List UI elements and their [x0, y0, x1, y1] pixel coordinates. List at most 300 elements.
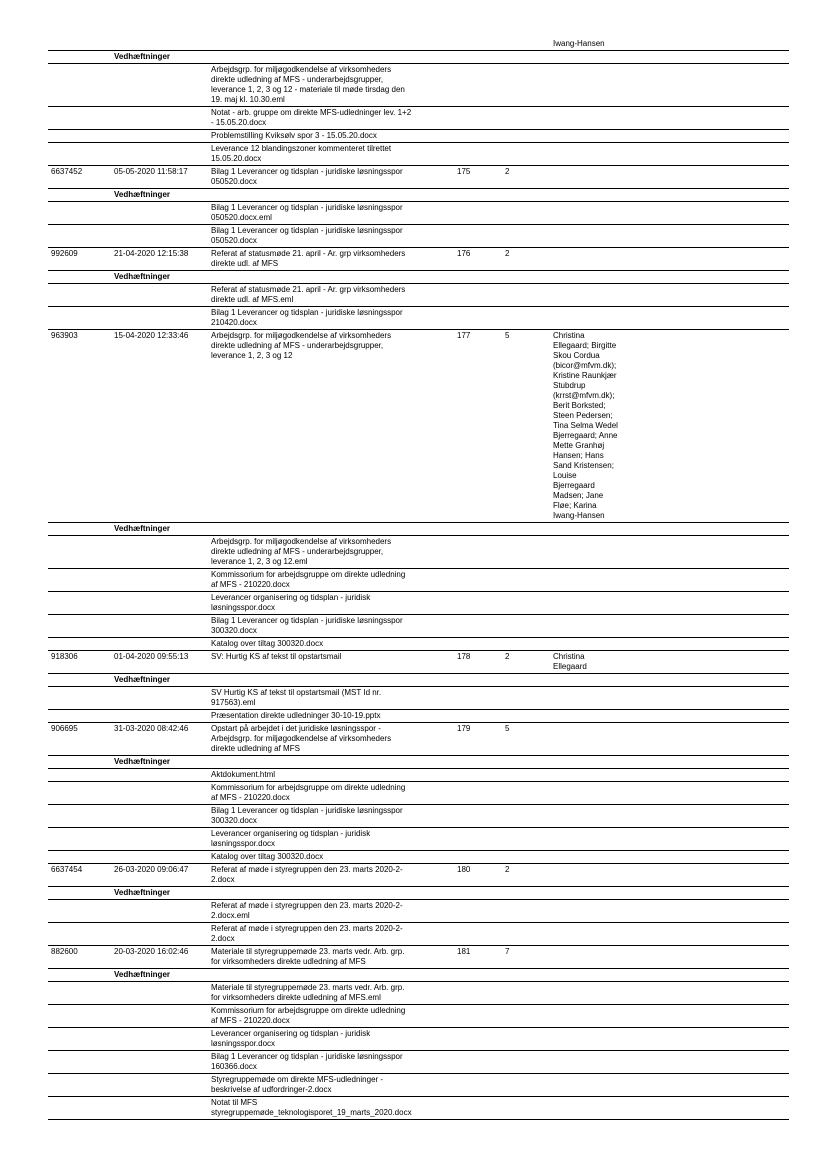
empty-cell — [454, 569, 502, 591]
empty-cell — [550, 107, 789, 129]
empty-cell — [502, 674, 550, 686]
empty-cell — [106, 1051, 208, 1073]
empty-cell — [208, 523, 454, 535]
empty-cell — [550, 130, 789, 142]
empty-cell — [48, 969, 106, 981]
document-row — [48, 38, 789, 51]
empty-cell — [208, 887, 454, 899]
empty-cell — [550, 569, 789, 591]
empty-cell — [106, 638, 208, 650]
document-row — [48, 864, 789, 887]
empty-cell — [550, 674, 789, 686]
empty-cell — [106, 805, 208, 827]
empty-cell — [454, 1005, 502, 1027]
empty-cell — [550, 828, 789, 850]
empty-cell — [454, 828, 502, 850]
empty-cell — [454, 638, 502, 650]
empty-cell — [550, 202, 789, 224]
empty-cell — [106, 900, 208, 922]
empty-cell — [48, 1005, 106, 1027]
empty-cell — [550, 982, 789, 1004]
recipients — [550, 946, 789, 968]
empty-cell — [106, 769, 208, 781]
empty-cell — [48, 828, 106, 850]
attachment-row — [48, 710, 789, 723]
empty-cell — [502, 851, 550, 863]
attachment-name: Leverancer organisering og tidsplan - juridisk løsningsspor.docx — [211, 1029, 371, 1048]
recipients — [550, 864, 789, 886]
empty-cell — [454, 202, 502, 224]
attachments-heading: Vedhæftninger — [114, 757, 171, 766]
empty-cell — [48, 638, 106, 650]
attachment-row — [48, 769, 789, 782]
empty-cell — [502, 982, 550, 1004]
document-id: 992609 — [51, 249, 78, 258]
document-table — [48, 38, 789, 1120]
empty-cell — [550, 1028, 789, 1050]
empty-cell — [208, 674, 454, 686]
empty-cell — [454, 64, 502, 106]
attachments-heading: Vedhæftninger — [114, 970, 171, 979]
empty-cell — [550, 523, 789, 535]
attachments-header-row — [48, 523, 789, 536]
empty-cell — [48, 64, 106, 106]
empty-cell — [454, 1028, 502, 1050]
empty-cell — [106, 1005, 208, 1027]
attachment-row — [48, 284, 789, 307]
empty-cell — [48, 523, 106, 535]
attachment-name: Katalog over tiltag 300320.docx — [211, 852, 324, 861]
recipients — [550, 723, 789, 755]
empty-cell — [48, 271, 106, 283]
empty-cell — [454, 284, 502, 306]
document-title: Arbejdsgrp. for miljøgodkendelse af virksomheders direkte udledning af MFS - underarbejdsgrupper, leverance 1, 2, 3 og 12 — [211, 331, 392, 360]
attachment-name: Katalog over tiltag 300320.docx — [211, 639, 324, 648]
empty-cell — [502, 805, 550, 827]
attachment-row — [48, 1028, 789, 1051]
empty-cell — [48, 769, 106, 781]
attachment-name: Notat til MFS styregruppemøde_teknologisporet_19_marts_2020.docx — [211, 1098, 412, 1117]
empty-cell — [502, 225, 550, 247]
recipients: Iwang-Hansen — [553, 39, 605, 48]
empty-cell — [454, 615, 502, 637]
document-title: Referat af møde i styregruppen den 23. marts 2020-2- 2.docx — [211, 865, 403, 884]
empty-cell — [502, 307, 550, 329]
empty-cell — [502, 271, 550, 283]
attachment-row — [48, 638, 789, 651]
empty-cell — [454, 887, 502, 899]
empty-cell — [106, 828, 208, 850]
attachment-name: Bilag 1 Leverancer og tidsplan - juridiske løsningsspor 050520.docx.eml — [211, 203, 403, 222]
empty-cell — [48, 982, 106, 1004]
attachment-name: Referat af statusmøde 21. april - Ar. grp virksomheders direkte udl. af MFS.eml — [211, 285, 406, 304]
empty-cell — [502, 143, 550, 165]
document-title: Referat af statusmøde 21. april - Ar. grp virksomheders direkte udl. af MFS — [211, 249, 406, 268]
attachment-row — [48, 900, 789, 923]
document-number: 179 — [457, 724, 471, 733]
attachment-row — [48, 307, 789, 330]
document-title: Opstart på arbejdet i det juridiske løsningsspor - Arbejdsgrp. for miljøgodkendelse af virksomheders direkte udledning af MFS — [211, 724, 392, 753]
empty-cell — [106, 569, 208, 591]
empty-cell — [502, 523, 550, 535]
empty-cell — [454, 782, 502, 804]
empty-cell — [106, 130, 208, 142]
document-row — [48, 723, 789, 756]
empty-cell — [502, 64, 550, 106]
attachment-count: 2 — [505, 652, 510, 661]
empty-cell — [502, 1074, 550, 1096]
empty-cell — [550, 756, 789, 768]
empty-cell — [106, 536, 208, 568]
attachments-heading: Vedhæftninger — [114, 675, 171, 684]
attachments-heading: Vedhæftninger — [114, 52, 171, 61]
empty-cell — [48, 107, 106, 129]
empty-cell — [106, 687, 208, 709]
empty-cell — [502, 900, 550, 922]
document-number: 178 — [457, 652, 471, 661]
recipients: Christina Ellegaard — [553, 652, 587, 671]
empty-cell — [454, 900, 502, 922]
document-date: 01-04-2020 09:55:13 — [114, 652, 189, 661]
attachment-row — [48, 828, 789, 851]
empty-cell — [550, 225, 789, 247]
attachment-name: Styregruppemøde om direkte MFS-udledninger - beskrivelse af udfordringer-2.docx — [211, 1075, 384, 1094]
empty-cell — [106, 782, 208, 804]
attachment-row — [48, 1097, 789, 1120]
document-number: 176 — [457, 249, 471, 258]
empty-cell — [454, 687, 502, 709]
attachment-name: Arbejdsgrp. for miljøgodkendelse af virksomheders direkte udledning af MFS - underarbejdsgrupper, leverance 1, 2, 3 og 12.eml — [211, 537, 392, 566]
attachment-count: 5 — [505, 331, 510, 340]
empty-cell — [48, 307, 106, 329]
empty-cell — [502, 1097, 550, 1119]
empty-cell — [106, 1097, 208, 1119]
attachment-name: Præsentation direkte udledninger 30-10-19.pptx — [211, 711, 381, 720]
empty-cell — [106, 284, 208, 306]
empty-cell — [48, 1097, 106, 1119]
attachments-heading: Vedhæftninger — [114, 524, 171, 533]
empty-cell — [502, 887, 550, 899]
attachment-row — [48, 1005, 789, 1028]
empty-cell — [502, 1005, 550, 1027]
attachment-name: Bilag 1 Leverancer og tidsplan - juridiske løsningsspor 210420.docx — [211, 308, 403, 327]
empty-cell — [454, 769, 502, 781]
empty-cell — [48, 202, 106, 224]
attachments-heading: Vedhæftninger — [114, 272, 171, 281]
document-number: 181 — [457, 947, 471, 956]
empty-cell — [502, 189, 550, 201]
empty-cell — [106, 851, 208, 863]
empty-cell — [502, 687, 550, 709]
document-row — [48, 946, 789, 969]
empty-cell — [106, 1028, 208, 1050]
empty-cell — [550, 615, 789, 637]
empty-cell — [48, 130, 106, 142]
empty-cell — [48, 674, 106, 686]
empty-cell — [48, 1051, 106, 1073]
document-row — [48, 651, 789, 674]
empty-cell — [454, 851, 502, 863]
empty-cell — [106, 202, 208, 224]
empty-cell — [454, 1097, 502, 1119]
attachments-header-row — [48, 969, 789, 982]
empty-cell — [550, 592, 789, 614]
empty-cell — [454, 307, 502, 329]
attachment-name: Problemstilling Kviksølv spor 3 - 15.05.20.docx — [211, 131, 377, 140]
document-id — [48, 38, 106, 50]
empty-cell — [48, 536, 106, 568]
attachment-row — [48, 782, 789, 805]
attachment-name: Bilag 1 Leverancer og tidsplan - juridiske løsningsspor 050520.docx — [211, 226, 403, 245]
empty-cell — [48, 756, 106, 768]
attachment-name: Kommissorium for arbejdsgruppe om direkte udledning af MFS - 210220.docx — [211, 1006, 406, 1025]
empty-cell — [502, 202, 550, 224]
empty-cell — [502, 1028, 550, 1050]
attachment-count: 2 — [505, 167, 510, 176]
empty-cell — [454, 756, 502, 768]
empty-cell — [454, 969, 502, 981]
attachment-row — [48, 1051, 789, 1074]
attachment-name: Kommissorium for arbejdsgruppe om direkte udledning af MFS - 210220.docx — [211, 783, 406, 802]
attachment-name: Materiale til styregruppemøde 23. marts vedr. Arb. grp. for virksomheders direkte udledning af MFS.eml — [211, 983, 405, 1002]
empty-cell — [48, 1028, 106, 1050]
empty-cell — [106, 64, 208, 106]
empty-cell — [550, 189, 789, 201]
empty-cell — [502, 923, 550, 945]
empty-cell — [550, 969, 789, 981]
empty-cell — [502, 828, 550, 850]
empty-cell — [550, 143, 789, 165]
document-row — [48, 248, 789, 271]
empty-cell — [106, 982, 208, 1004]
empty-cell — [48, 851, 106, 863]
empty-cell — [550, 1051, 789, 1073]
document-date: 26-03-2020 09:06:47 — [114, 865, 189, 874]
empty-cell — [454, 107, 502, 129]
attachment-name: Leverancer organisering og tidsplan - juridisk løsningsspor.docx — [211, 593, 371, 612]
attachment-row — [48, 687, 789, 710]
empty-cell — [106, 225, 208, 247]
empty-cell — [48, 189, 106, 201]
document-number: 180 — [457, 865, 471, 874]
empty-cell — [208, 756, 454, 768]
empty-cell — [106, 1074, 208, 1096]
empty-cell — [106, 107, 208, 129]
empty-cell — [502, 107, 550, 129]
empty-cell — [550, 887, 789, 899]
empty-cell — [106, 615, 208, 637]
empty-cell — [502, 782, 550, 804]
attachment-count — [502, 38, 550, 50]
document-date: 15-04-2020 12:33:46 — [114, 331, 189, 340]
empty-cell — [48, 923, 106, 945]
empty-cell — [502, 756, 550, 768]
empty-cell — [48, 805, 106, 827]
empty-cell — [502, 638, 550, 650]
empty-cell — [454, 674, 502, 686]
document-date: 21-04-2020 12:15:38 — [114, 249, 189, 258]
empty-cell — [550, 687, 789, 709]
document-id: 6637454 — [51, 865, 83, 874]
attachments-header-row — [48, 271, 789, 284]
empty-cell — [550, 769, 789, 781]
empty-cell — [106, 143, 208, 165]
empty-cell — [550, 710, 789, 722]
attachment-row — [48, 592, 789, 615]
empty-cell — [550, 307, 789, 329]
document-id: 906695 — [51, 724, 78, 733]
document-row — [48, 166, 789, 189]
empty-cell — [454, 710, 502, 722]
attachment-row — [48, 923, 789, 946]
attachment-row — [48, 64, 789, 107]
empty-cell — [502, 710, 550, 722]
empty-cell — [48, 51, 106, 63]
empty-cell — [106, 710, 208, 722]
attachment-name: Referat af møde i styregruppen den 23. marts 2020-2- 2.docx.eml — [211, 901, 403, 920]
attachment-row — [48, 143, 789, 166]
attachment-name: Leverance 12 blandingszoner kommenteret tilrettet 15.05.20.docx — [211, 144, 392, 163]
empty-cell — [454, 592, 502, 614]
empty-cell — [48, 225, 106, 247]
document-title: Materiale til styregruppemøde 23. marts vedr. Arb. grp. for virksomheders direkte udledning af MFS — [211, 947, 405, 966]
empty-cell — [454, 1051, 502, 1073]
empty-cell — [502, 536, 550, 568]
attachment-name: Leverancer organisering og tidsplan - juridisk løsningsspor.docx — [211, 829, 371, 848]
document-title: Bilag 1 Leverancer og tidsplan - juridiske løsningsspor 050520.docx — [211, 167, 403, 186]
attachment-row — [48, 202, 789, 225]
empty-cell — [550, 1097, 789, 1119]
empty-cell — [502, 284, 550, 306]
empty-cell — [550, 782, 789, 804]
attachment-count: 7 — [505, 947, 510, 956]
empty-cell — [454, 805, 502, 827]
attachment-count: 5 — [505, 724, 510, 733]
empty-cell — [106, 923, 208, 945]
empty-cell — [106, 592, 208, 614]
empty-cell — [454, 189, 502, 201]
empty-cell — [502, 969, 550, 981]
empty-cell — [454, 130, 502, 142]
empty-cell — [454, 1074, 502, 1096]
empty-cell — [454, 923, 502, 945]
attachments-heading: Vedhæftninger — [114, 190, 171, 199]
empty-cell — [48, 284, 106, 306]
empty-cell — [550, 51, 789, 63]
attachment-row — [48, 982, 789, 1005]
attachment-name: Aktdokument.html — [211, 770, 276, 779]
recipients — [550, 166, 789, 188]
attachment-row — [48, 536, 789, 569]
attachment-row — [48, 569, 789, 592]
empty-cell — [454, 982, 502, 1004]
document-id: 6637452 — [51, 167, 83, 176]
document-title: SV: Hurtig KS af tekst til opstartsmail — [211, 652, 342, 661]
empty-cell — [550, 271, 789, 283]
document-row — [48, 330, 789, 523]
attachment-row — [48, 615, 789, 638]
document-date — [106, 38, 208, 50]
empty-cell — [208, 969, 454, 981]
attachment-row — [48, 805, 789, 828]
empty-cell — [48, 687, 106, 709]
empty-cell — [106, 307, 208, 329]
attachment-name: Arbejdsgrp. for miljøgodkendelse af virksomheders direkte udledning af MFS - underarbejdsgrupper, leverance 1, 2, 3 og 12 - materiale til møde tirsdag den 19. maj kl. 10.30.eml — [211, 65, 405, 104]
empty-cell — [502, 769, 550, 781]
document-number: 177 — [457, 331, 471, 340]
document-id: 882600 — [51, 947, 78, 956]
empty-cell — [550, 284, 789, 306]
empty-cell — [48, 615, 106, 637]
empty-cell — [48, 887, 106, 899]
attachment-row — [48, 130, 789, 143]
empty-cell — [208, 271, 454, 283]
empty-cell — [550, 900, 789, 922]
empty-cell — [454, 143, 502, 165]
attachment-row — [48, 225, 789, 248]
document-date: 20-03-2020 16:02:46 — [114, 947, 189, 956]
empty-cell — [550, 805, 789, 827]
attachment-name: Notat - arb. gruppe om direkte MFS-udledninger lev. 1+2 - 15.05.20.docx — [211, 108, 412, 127]
attachment-name: Kommissorium for arbejdsgruppe om direkte udledning af MFS - 210220.docx — [211, 570, 406, 589]
empty-cell — [502, 615, 550, 637]
attachments-header-row — [48, 51, 789, 64]
attachments-header-row — [48, 674, 789, 687]
empty-cell — [48, 569, 106, 591]
document-date: 05-05-2020 11:58:17 — [114, 167, 188, 176]
attachments-header-row — [48, 756, 789, 769]
empty-cell — [550, 851, 789, 863]
empty-cell — [48, 782, 106, 804]
empty-cell — [550, 64, 789, 106]
empty-cell — [502, 1051, 550, 1073]
empty-cell — [502, 592, 550, 614]
attachment-name: Bilag 1 Leverancer og tidsplan - juridiske løsningsspor 160366.docx — [211, 1052, 403, 1071]
empty-cell — [48, 143, 106, 165]
empty-cell — [502, 130, 550, 142]
document-title — [208, 38, 454, 50]
empty-cell — [454, 271, 502, 283]
attachments-header-row — [48, 887, 789, 900]
attachment-count: 2 — [505, 865, 510, 874]
empty-cell — [48, 1074, 106, 1096]
document-number — [454, 38, 502, 50]
empty-cell — [502, 51, 550, 63]
empty-cell — [502, 569, 550, 591]
empty-cell — [550, 923, 789, 945]
attachment-row — [48, 107, 789, 130]
document-id: 918306 — [51, 652, 78, 661]
empty-cell — [550, 536, 789, 568]
recipients — [550, 248, 789, 270]
attachment-name: SV Hurtig KS af tekst til opstartsmail (MST Id nr. 917563).eml — [211, 688, 382, 707]
attachment-name: Bilag 1 Leverancer og tidsplan - juridiske løsningsspor 300320.docx — [211, 806, 403, 825]
attachment-name: Referat af møde i styregruppen den 23. marts 2020-2- 2.docx — [211, 924, 403, 943]
attachment-row — [48, 1074, 789, 1097]
document-id: 963903 — [51, 331, 78, 340]
empty-cell — [48, 710, 106, 722]
empty-cell — [550, 1074, 789, 1096]
empty-cell — [454, 536, 502, 568]
empty-cell — [454, 51, 502, 63]
empty-cell — [48, 900, 106, 922]
empty-cell — [550, 638, 789, 650]
recipients: Christina Ellegaard; Birgitte Skou Cordua (bicor@mfvm.dk); Kristine Raunkjær Stubdrup (krrst@mfvm.dk); Berit Borksted; Steen Pedersen; Tina Selma Wedel Bjerregaard; Anne Mette Granhøj Hansen; Hans Sand Kristensen; Louise Bjerregaard Madsen; Jane Fløe; Karina Iwang-Hansen — [553, 331, 618, 520]
empty-cell — [454, 225, 502, 247]
attachment-row — [48, 851, 789, 864]
attachments-heading: Vedhæftninger — [114, 888, 171, 897]
empty-cell — [48, 592, 106, 614]
